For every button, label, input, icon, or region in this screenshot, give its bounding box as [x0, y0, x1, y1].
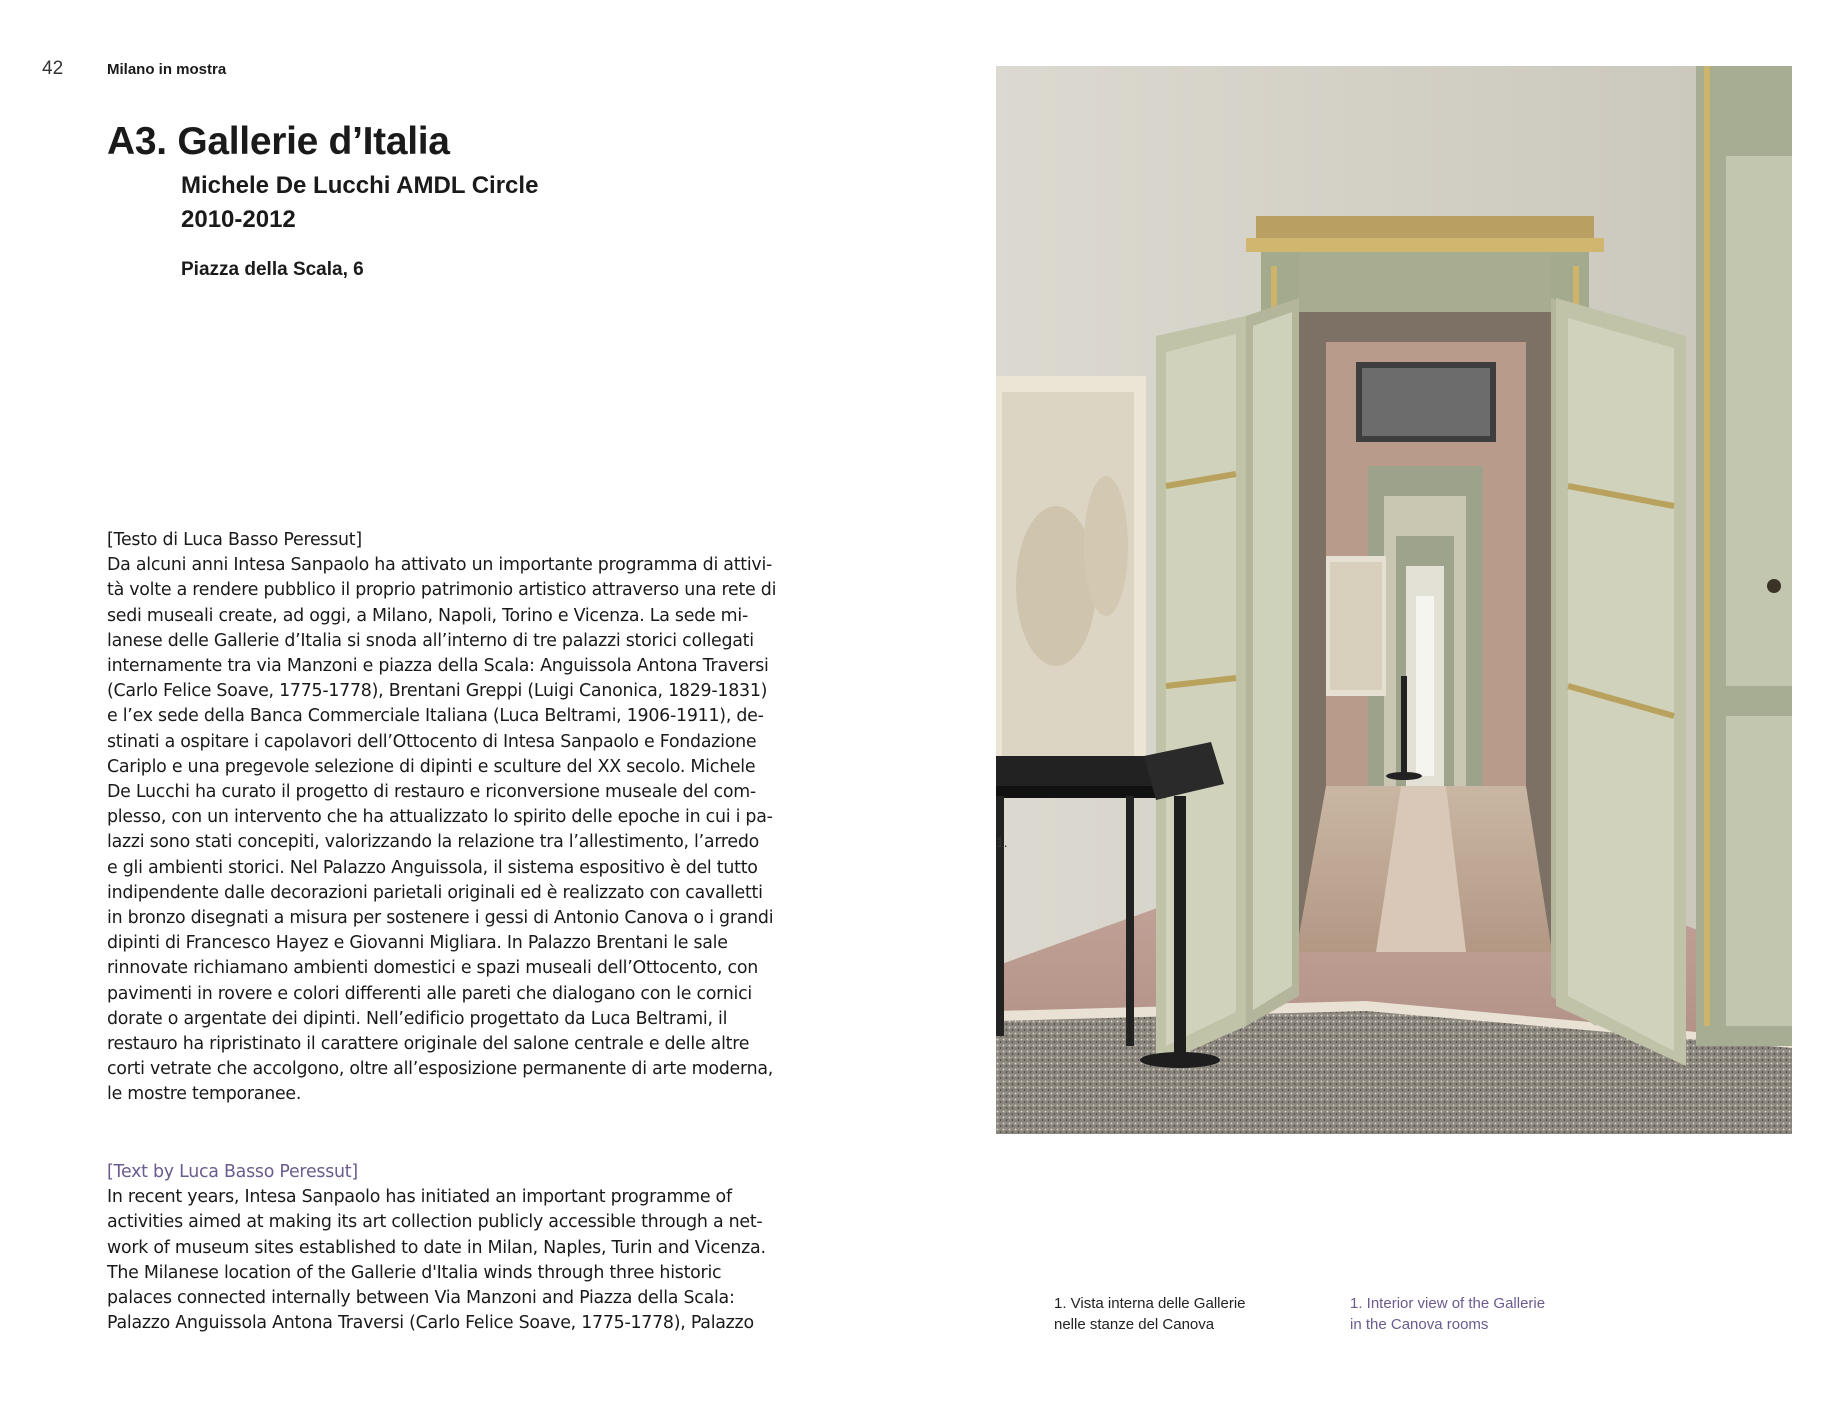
text-line: pavimenti in rovere e colori differenti alle pareti che dialogano con le cornici [107, 983, 753, 1004]
text-line: Cariplo e una pregevole selezione di dipinti e sculture del XX secolo. Michele [107, 756, 756, 777]
caption-line: 1. Interior view of the Gallerie [1350, 1295, 1546, 1312]
text-line: e gli ambienti storici. Nel Palazzo Anguissola, il sistema espositivo è del tutto [107, 857, 758, 878]
body-text-english [107, 1160, 797, 1336]
text-line: indipendente dalle decorazioni parietali originali ed è realizzato con cavalletti [107, 882, 763, 903]
text-line: In recent years, Intesa Sanpaolo has initiated an important programme of [107, 1187, 732, 1208]
text-line: dipinti di Francesco Hayez e Giovanni Migliara. In Palazzo Brentani le sale [107, 933, 728, 954]
text-line: stinati a ospitare i capolavori dell’Ottocento di Intesa Sanpaolo e Fondazione [107, 731, 757, 752]
text-line: lazzi sono stati concepiti, valorizzando la relazione tra l’allestimento, l’arredo [107, 832, 760, 853]
running-head: Milano in mostra [107, 61, 227, 78]
text-line: corti vetrate che accolgono, oltre all’esposizione permanente di arte moderna, [107, 1059, 774, 1080]
photo-marker: 1. [996, 834, 1008, 850]
caption-english [1350, 1293, 1545, 1335]
text-line: work of museum sites established to date in Milan, Naples, Turin and Vicenza. [107, 1237, 766, 1258]
text-line: restauro ha ripristinato il carattere originale del salone centrale e delle altre [107, 1034, 750, 1055]
entry-title: A3. Gallerie d’Italia [107, 120, 450, 163]
page-number: 42 [42, 58, 64, 79]
text-line: activities aimed at making its art collection publicly accessible through a net- [107, 1212, 763, 1233]
english-credit: [Text by Luca Basso Peressut] [107, 1162, 358, 1182]
text-line: palaces connected internally between Via Manzoni and Piazza della Scala: [107, 1288, 735, 1309]
text-line: De Lucchi ha curato il progetto di restauro e riconversione museale del com- [107, 782, 756, 803]
entry-architect: Michele De Lucchi AMDL Circle [181, 172, 539, 199]
text-line: in bronzo disegnati a misura per sostenere i gessi di Antonio Canova o i grandi [107, 908, 774, 929]
interior-photo [996, 66, 1792, 1134]
text-line: e l’ex sede della Banca Commerciale Italiana (Luca Beltrami, 1906-1911), de- [107, 706, 764, 727]
text-line: lanese delle Gallerie d’Italia si snoda all’interno di tre palazzi storici collegati [107, 630, 754, 651]
text-line: [Testo di Luca Basso Peressut] [107, 530, 362, 550]
text-line: internamente tra via Manzoni e piazza della Scala: Anguissola Antona Traversi [107, 656, 769, 677]
caption-line: in the Canova rooms [1350, 1316, 1489, 1333]
text-line: Da alcuni anni Intesa Sanpaolo ha attivato un importante programma di attivi- [107, 555, 773, 576]
entry-address: Piazza della Scala, 6 [181, 259, 364, 280]
text-line: tà volte a rendere pubblico il proprio patrimonio artistico attraverso una rete di [107, 580, 777, 601]
caption-italian [1054, 1293, 1246, 1335]
text-line: Palazzo Anguissola Antona Traversi (Carlo Felice Soave, 1775-1778), Palazzo [107, 1313, 754, 1334]
body-text-italian [107, 528, 797, 1108]
caption-line: nelle stanze del Canova [1054, 1316, 1215, 1333]
entry-years: 2010-2012 [181, 206, 296, 233]
text-line: le mostre temporanee. [107, 1084, 302, 1105]
text-line: dorate o argentate dei dipinti. Nell’edificio progettato da Luca Beltrami, il [107, 1008, 728, 1029]
text-line: plesso, con un intervento che ha attualizzato lo spirito delle epoche in cui i pa- [107, 807, 773, 828]
text-line: The Milanese location of the Gallerie d'Italia winds through three historic [107, 1262, 722, 1283]
caption-line: 1. Vista interna delle Gallerie [1054, 1295, 1246, 1312]
text-line: sedi museali create, ad oggi, a Milano, Napoli, Torino e Vicenza. La sede mi- [107, 605, 748, 626]
text-line: (Carlo Felice Soave, 1775-1778), Brentani Greppi (Luigi Canonica, 1829-1831) [107, 681, 768, 702]
text-line: rinnovate richiamano ambienti domestici e spazi museali dell’Ottocento, con [107, 958, 759, 979]
